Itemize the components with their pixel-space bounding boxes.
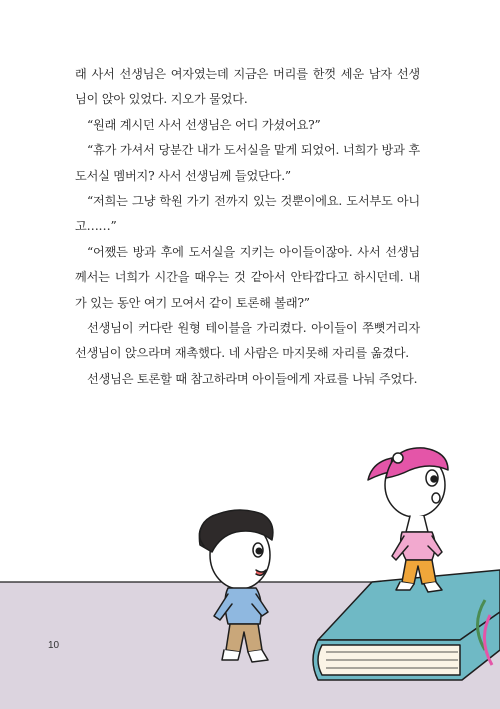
paragraph: “휴가 가셔서 당분간 내가 도서실을 맡게 되었어. 너희가 방과 후 도서실 멤버지? 사서 선생님께 들었단다.” — [75, 143, 420, 183]
paragraph: “원래 계시던 사서 선생님은 어디 가셨어요?” — [87, 117, 321, 132]
paragraph: “저희는 그냥 학원 가기 전까지 있는 것뿐이에요. 도서부도 아니고……” — [75, 194, 420, 234]
paragraph: 선생님이 커다란 원형 테이블을 가리켰다. 아이들이 쭈뼛거리자 선생님이 앉으라며 재촉했다. 네 사람은 마지못해 자리를 옮겼다. — [75, 321, 420, 361]
paragraph: “어쨌든 방과 후에 도서실을 지키는 아이들이잖아. 사서 선생님께서는 너희가 시간을 때우는 것 같아서 안타깝다고 하시던데. 내가 있는 동안 여기 모여서 같이 토론해 볼래?” — [75, 244, 420, 310]
story-text — [75, 62, 420, 392]
page-number: 10 — [48, 640, 60, 651]
paragraph: 선생님은 토론할 때 참고하라며 아이들에게 자료를 나눠 주었다. — [87, 371, 418, 386]
girl-character — [368, 448, 448, 592]
illustration — [0, 430, 500, 709]
paragraph: 래 사서 선생님은 여자였는데 지금은 머리를 한껏 세운 남자 선생님이 앉아 있었다. 지오가 물었다. — [75, 67, 420, 107]
